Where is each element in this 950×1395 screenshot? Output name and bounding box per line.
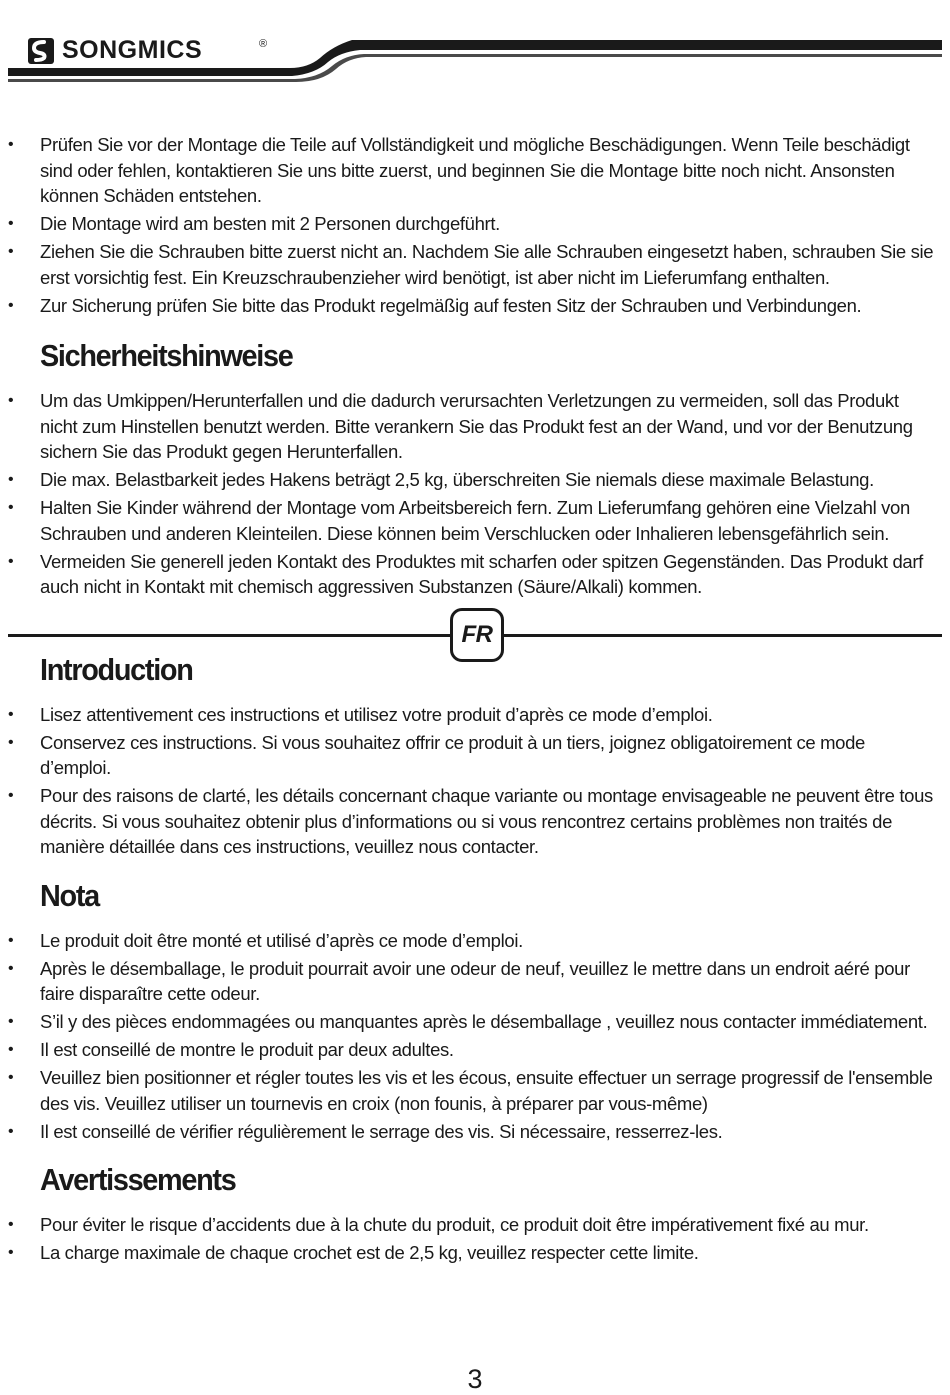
list-item: • Halten Sie Kinder während der Montage vom Arbeitsbereich fern. Zum Lieferumfang gehören eine Vielzahl von Schrauben und anderen Kleinteilen. Diese können beim Verschlucken oder Inhalieren lebensgefährlich sein.	[40, 495, 940, 546]
fr-warnings-section	[40, 1160, 940, 1266]
section-title-introduction: Introduction	[40, 651, 193, 687]
page-header	[0, 0, 950, 95]
list-item: • Lisez attentivement ces instructions et utilisez votre produit d’après ce mode d’emploi.	[40, 702, 940, 728]
list-item: • Pour des raisons de clarté, les détails concernant chaque variante ou montage envisageable ne peuvent être tous décrits. Si vous souhaitez obtenir plus d’informations ou si vous rencontrez certains problèmes non traités de manière détaillée dans ces instructions, veuillez nous contacter.	[40, 783, 940, 860]
list-item: • Die Montage wird am besten mit 2 Personen durchgeführt.	[40, 211, 940, 237]
list-item: • Il est conseillé de montre le produit par deux adultes.	[40, 1037, 940, 1063]
list-item: • Die max. Belastbarkeit jedes Hakens beträgt 2,5 kg, überschreiten Sie niemals diese maximale Belastung.	[40, 467, 940, 493]
list-item: • Um das Umkippen/Herunterfallen und die dadurch verursachten Verletzungen zu vermeiden, soll das Produkt nicht zum Hinstellen benutzt werden. Bitte verankern Sie das Produkt fest an der Wand, und vor der Benutzung sichern Sie das Produkt gegen Herunterfallen.	[40, 388, 940, 465]
songmics-logo-icon	[28, 38, 54, 64]
de-assembly-list	[40, 132, 940, 318]
list-item: • Le produit doit être monté et utilisé d’après ce mode d’emploi.	[40, 928, 940, 954]
de-assembly-section	[40, 132, 940, 318]
de-safety-section	[40, 336, 940, 600]
fr-nota-list	[40, 928, 940, 1145]
list-item: • Ziehen Sie die Schrauben bitte zuerst nicht an. Nachdem Sie alle Schrauben eingesetzt haben, schrauben Sie sie erst vorsichtig fest. Ein Kreuzschraubenzieher wird benötigt, ist aber nicht im Lieferumfang enthalten.	[40, 239, 940, 290]
de-safety-list	[40, 388, 940, 600]
list-item: • Après le désemballage, le produit pourrait avoir une odeur de neuf, veuillez le mettre dans un endroit aéré pour faire disparaître cette odeur.	[40, 956, 940, 1007]
fr-nota-section	[40, 876, 940, 1145]
section-title-nota: Nota	[40, 877, 99, 913]
registered-mark: ®	[259, 38, 268, 50]
fr-warnings-list	[40, 1212, 940, 1266]
list-item: • Veuillez bien positionner et régler toutes les vis et les écous, ensuite effectuer un serrage progressif de l'ensemble des vis. Veuillez utiliser un tournevis en croix (non founis, à préparer par vous-même)	[40, 1065, 940, 1116]
language-badge-fr: FR	[450, 608, 504, 662]
list-item: • S’il y des pièces endommagées ou manquantes après le désemballage , veuillez nous contacter immédiatement.	[40, 1009, 940, 1035]
list-item: • Pour éviter le risque d’accidents due à la chute du produit, ce produit doit être impérativement fixé au mur.	[40, 1212, 940, 1238]
fr-intro-section	[40, 650, 940, 860]
list-item: • La charge maximale de chaque crochet est de 2,5 kg, veuillez respecter cette limite.	[40, 1240, 940, 1266]
section-title-avertissements: Avertissements	[40, 1162, 236, 1197]
list-item: • Il est conseillé de vérifier régulièrement le serrage des vis. Si nécessaire, resserrez-les.	[40, 1119, 940, 1145]
page-number: 3	[467, 1364, 483, 1394]
page-content	[0, 132, 950, 1268]
list-item: • Zur Sicherung prüfen Sie bitte das Produkt regelmäßig auf festen Sitz der Schrauben und Verbindungen.	[40, 293, 940, 319]
list-item: • Conservez ces instructions. Si vous souhaitez offrir ce produit à un tiers, joignez obligatoirement ce mode d’emploi.	[40, 730, 940, 781]
fr-intro-list	[40, 702, 940, 860]
section-title-sicherheitshinweise: Sicherheitshinweise	[40, 338, 293, 373]
list-item: • Prüfen Sie vor der Montage die Teile auf Vollständigkeit und mögliche Beschädigungen. Wenn Teile beschädigt sind oder fehlen, kontaktieren Sie uns bitte zuerst, und beginnen Sie die Montage bitte noch nicht. Ansonsten können Schäden entstehen.	[40, 132, 940, 209]
brand-name: SONGMICS	[62, 36, 203, 64]
list-item: • Vermeiden Sie generell jeden Kontakt des Produktes mit scharfen oder spitzen Gegenständen. Das Produkt darf auch nicht in Kontakt mit chemisch aggressiven Substanzen (Säure/Alkali) kommen.	[40, 549, 940, 600]
